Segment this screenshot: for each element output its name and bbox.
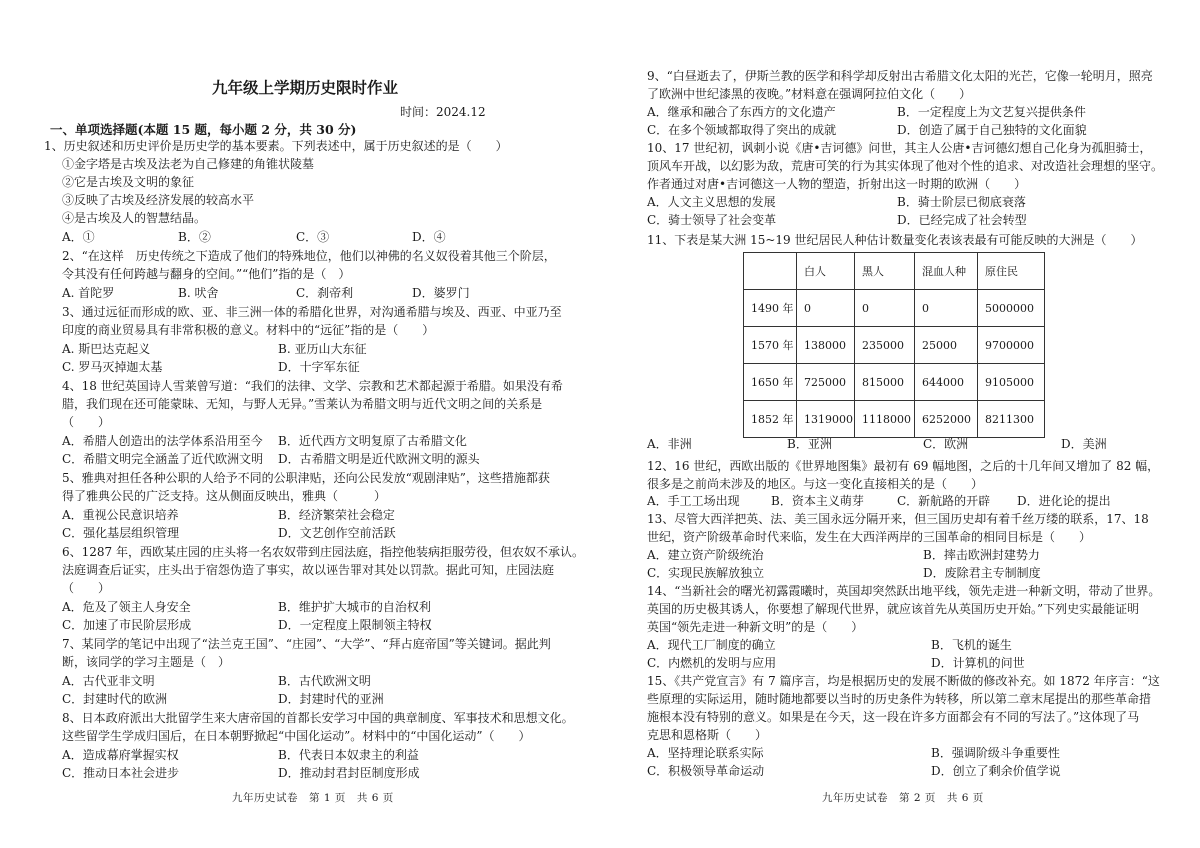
q2-stem-line-2: 令其没有任何跨越与翻身的空间。”“他们”指的是（ ）: [62, 267, 351, 281]
q1-option-c: C．③: [296, 230, 330, 244]
q3-stem-line-1: 3、通过远征而形成的欧、亚、非三洲一体的希腊化世界，对沟通希腊与埃及、西亚、中亚乃至: [62, 305, 562, 319]
table-cell: 6252000: [915, 401, 978, 438]
q15-stem-line-3: 施根本没有特别的意义。如果是在今天，这一段在许多方面都会有不同的写法了。”这体现了马: [647, 710, 1140, 724]
q14-stem-line-1: 14、“当新社会的曙光初露霞曦时，英国却突然跃出地平线，领先走进一种新文明，带动了世界。: [647, 584, 1161, 598]
q7-stem-line-1: 7、某同学的笔记中出现了“法兰克王国”、“庄园”、“大学”、“拜占庭帝国”等关键词。据此判: [62, 637, 551, 651]
table-cell: 9700000: [978, 327, 1045, 364]
q14-option-d: D．计算机的问世: [931, 656, 1025, 670]
exam-title: 九年级上学期历史限时作业: [212, 78, 399, 97]
q9-option-c: C．在多个领域都取得了突出的成就: [647, 123, 837, 137]
q4-option-c: C．希腊文明完全涵盖了近代欧洲文明: [62, 452, 264, 466]
table-header-row: [744, 253, 1045, 290]
q14-stem-line-3: 英国“领先走进一种新文明”的是（ ）: [647, 620, 864, 634]
table-cell: 1118000: [855, 401, 915, 438]
table-header-cell: 原住民: [978, 253, 1045, 290]
q8-option-b: B．代表日本奴隶主的利益: [278, 748, 419, 762]
q2-stem-line-1: 2、“在这样 历史传统之下造成了他们的特殊地位，他们以神佛的名义奴役着其他三个阶层，: [62, 249, 556, 263]
q11-option-c: C．欧洲: [923, 437, 969, 451]
table-cell: 1490 年: [744, 290, 797, 327]
q13-option-c: C．实现民族解放独立: [647, 566, 765, 580]
q1-option-a: A．①: [62, 230, 95, 244]
table-cell: 644000: [915, 364, 978, 401]
q5-option-c: C．强化基层组织管理: [62, 526, 180, 540]
q5-option-a: A．重视公民意识培养: [62, 508, 179, 522]
q12-option-b: B．资本主义萌芽: [771, 494, 864, 508]
table-header-cell: [744, 253, 797, 290]
table-cell: 725000: [797, 364, 855, 401]
table-row: [744, 327, 1045, 364]
q15-option-a: A．坚持理论联系实际: [647, 746, 764, 760]
q3-option-d: D．十字军东征: [278, 360, 360, 374]
table-cell: 5000000: [978, 290, 1045, 327]
q5-stem-line-2: 得了雅典公民的广泛支持。这从侧面反映出，雅典（ ）: [62, 489, 387, 503]
table-cell: 8211300: [978, 401, 1045, 438]
table-header-cell: 黑人: [855, 253, 915, 290]
q10-option-d: D．已经完成了社会转型: [897, 213, 1027, 227]
q10-option-a: A．人文主义思想的发展: [647, 195, 776, 209]
population-table: [743, 252, 1045, 438]
q11-stem: 11、下表是某大洲 15~19 世纪居民人种估计数量变化表该表最有可能反映的大洲是（ ）: [647, 233, 1143, 247]
q3-option-b: B. 亚历山大东征: [278, 342, 367, 356]
page-footer-1: 九年历史试卷 第 1 页 共 6 页: [232, 792, 394, 804]
q9-stem-line-2: 了欧洲中世纪漆黑的夜晚。”材料意在强调阿拉伯文化（ ）: [647, 87, 972, 101]
table-row: [744, 401, 1045, 438]
q2-option-d: D．婆罗门: [412, 286, 470, 300]
q9-stem-line-1: 9、“白昼逝去了，伊斯兰教的医学和科学却反射出古希腊文化太阳的光芒，它像一轮明月，照亮: [647, 69, 1153, 83]
table-row: [744, 364, 1045, 401]
q13-option-b: B．摔击欧洲封建势力: [923, 548, 1040, 562]
table-cell: 138000: [797, 327, 855, 364]
q8-option-d: D．推动封君封臣制度形成: [278, 766, 420, 780]
q6-option-d: D．一定程度上限制领主特权: [278, 618, 432, 632]
q1-option-b: B．②: [178, 230, 211, 244]
q12-option-a: A．手工工场出现: [647, 494, 740, 508]
q6-stem-line-2: 法庭调查后证实，庄头出于宿怨伪造了事实，故以诬告罪对其处以罚款。据此可知，庄园法庭: [62, 563, 555, 577]
q7-option-b: B．古代欧洲文明: [278, 674, 371, 688]
exam-page-2: [600, 0, 1200, 848]
q4-option-b: B．近代西方文明复原了古希腊文化: [278, 434, 467, 448]
q1-statement-1: ①金字塔是古埃及法老为自己修建的角锥状陵墓: [62, 157, 315, 171]
q14-option-c: C．内燃机的发明与应用: [647, 656, 777, 670]
q15-stem-line-2: 些原理的实际运用，随时随地都要以当时的历史条件为转移，所以第二章末尾提出的那些革命措: [647, 692, 1152, 706]
table-cell: 0: [855, 290, 915, 327]
q8-stem-line-2: 这些留学生学成归国后，在日本朝野掀起“中国化运动”。材料中的“中国化运动”（ ）: [62, 729, 531, 743]
q7-option-d: D．封建时代的亚洲: [278, 692, 384, 706]
q5-option-d: D．文艺创作空前活跃: [278, 526, 396, 540]
q14-stem-line-2: 英国的历史极其诱人，你要想了解现代世界，就应该首先从英国历史开始。”下列史实最能证明: [647, 602, 1140, 616]
page-footer-2: 九年历史试卷 第 2 页 共 6 页: [822, 792, 984, 804]
q3-option-c: C. 罗马灭掉迦太基: [62, 360, 163, 374]
q2-option-b: B. 吠舍: [178, 286, 219, 300]
q15-option-c: C．积极领导革命运动: [647, 764, 765, 778]
q10-option-b: B．骑士阶层已彻底衰落: [897, 195, 1026, 209]
q8-option-a: A．造成幕府掌握实权: [62, 748, 179, 762]
q11-option-d: D．美洲: [1061, 437, 1107, 451]
q1-option-d: D．④: [412, 230, 446, 244]
table-cell: 25000: [915, 327, 978, 364]
q4-option-a: A．希腊人创造出的法学体系沿用至今: [62, 434, 263, 448]
table-cell: 1852 年: [744, 401, 797, 438]
q8-option-c: C．推动日本社会进步: [62, 766, 180, 780]
q14-option-b: B．飞机的诞生: [931, 638, 1012, 652]
q9-option-d: D．创造了属于自己独特的文化面貌: [897, 123, 1087, 137]
q10-stem-line-2: 顶风车开战，以幻影为敌，荒唐可笑的行为其实体现了他对个性的追求、对改造社会理想的坚守。: [647, 159, 1164, 173]
q4-stem-line-2: 腊，我们现在还可能蒙昧、无知，与野人无异。”雪莱认为希腊文明与近代文明之间的关系是: [62, 397, 543, 411]
q1-statement-4: ④是古埃及人的智慧结晶。: [62, 211, 207, 225]
q7-stem-line-2: 断，该同学的学习主题是（ ）: [62, 655, 231, 669]
q6-option-a: A．危及了领主人身安全: [62, 600, 191, 614]
q11-option-a: A．非洲: [647, 437, 692, 451]
table-header-cell: 混血人种: [915, 253, 978, 290]
q13-stem-line-1: 13、尽管大西洋把英、法、美三国永远分隔开来，但三国历史却有着千丝万缕的联系，17、18: [647, 512, 1149, 526]
q10-stem-line-1: 10、17 世纪初，讽刺小说《唐•吉诃德》问世，其主人公唐•吉诃德幻想自己化身为孤胆骑士，: [647, 141, 1152, 155]
q7-option-a: A．古代亚非文明: [62, 674, 155, 688]
q6-stem-line-1: 6、1287 年，西欧某庄园的庄头将一名农奴带到庄园法庭，指控他装病拒服劳役，但农奴不承认。: [62, 545, 584, 559]
q15-stem-line-1: 15、《共产党宣言》有 7 篇序言，均是根据历史的发展不断做的修改补充。如 1872 年序言：“这: [647, 674, 1160, 688]
table-cell: 9105000: [978, 364, 1045, 401]
q6-option-c: C．加速了市民阶层形成: [62, 618, 192, 632]
table-cell: 0: [915, 290, 978, 327]
q13-option-d: D．废除君主专制制度: [923, 566, 1041, 580]
q15-option-d: D．创立了剩余价值学说: [931, 764, 1061, 778]
q4-answer-blank: （ ）: [62, 415, 111, 429]
table-cell: 0: [797, 290, 855, 327]
q4-stem-line-1: 4、18 世纪英国诗人雪莱曾写道：“我们的法律、文学、宗教和艺术都起源于希腊。如果没有希: [62, 379, 563, 393]
q15-stem-line-4: 克思和恩格斯（ ）: [647, 728, 768, 742]
q10-option-c: C．骑士领导了社会变革: [647, 213, 777, 227]
q7-option-c: C．封建时代的欧洲: [62, 692, 168, 706]
exam-time: 时间：2024.12: [400, 105, 486, 119]
q9-option-a: A．继承和融合了东西方的文化遗产: [647, 105, 836, 119]
q12-stem-line-2: 很多是之前尚未涉及的地区。与这一变化直接相关的是（ ）: [647, 477, 984, 491]
q2-option-c: C．刹帝利: [296, 286, 354, 300]
q5-stem-line-1: 5、雅典对担任各种公职的人给予不同的公职津贴，还向公民发放“观剧津贴”，这些措施都获: [62, 471, 550, 485]
table-header-cell: 白人: [797, 253, 855, 290]
q12-stem-line-1: 12、16 世纪，西欧出版的《世界地图集》最初有 69 幅地图，之后的十几年间又增加了 82 幅，: [647, 459, 1160, 473]
table-cell: 235000: [855, 327, 915, 364]
q6-option-b: B．维护扩大城市的自治权利: [278, 600, 431, 614]
q15-option-b: B．强调阶级斗争重要性: [931, 746, 1060, 760]
q13-stem-line-2: 世纪，资产阶级革命时代来临，发生在大西洋两岸的三国革命的相同目标是（ ）: [647, 530, 1092, 544]
q13-option-a: A．建立资产阶级统治: [647, 548, 764, 562]
q4-option-d: D．古希腊文明是近代欧洲文明的源头: [278, 452, 480, 466]
section-heading: 一、单项选择题(本题 15 题，每小题 2 分，共 30 分): [50, 122, 357, 137]
q3-option-a: A. 斯巴达克起义: [62, 342, 151, 356]
q11-option-b: B．亚洲: [787, 437, 832, 451]
q3-stem-line-2: 印度的商业贸易具有非常积极的意义。材料中的“远征”指的是（ ）: [62, 323, 435, 337]
q2-option-a: A. 首陀罗: [62, 286, 115, 300]
q10-stem-line-3: 作者通过对唐•吉诃德这一人物的塑造，折射出这一时期的欧洲（ ）: [647, 177, 1027, 191]
q6-answer-blank: （ ）: [62, 581, 111, 595]
table-cell: 1650 年: [744, 364, 797, 401]
q12-option-c: C．新航路的开辟: [897, 494, 991, 508]
q9-option-b: B．一定程度上为文艺复兴提供条件: [897, 105, 1086, 119]
table-row: [744, 290, 1045, 327]
table-cell: 1570 年: [744, 327, 797, 364]
q1-stem: 1、历史叙述和历史评价是历史学的基本要素。下列表述中，属于历史叙述的是（ ）: [44, 139, 508, 153]
q12-option-d: D．进化论的提出: [1017, 494, 1111, 508]
q14-option-a: A．现代工厂制度的确立: [647, 638, 776, 652]
q5-option-b: B．经济繁荣社会稳定: [278, 508, 395, 522]
q8-stem-line-1: 8、日本政府派出大批留学生来大唐帝国的首都长安学习中国的典章制度、军事技术和思想文化。: [62, 711, 574, 725]
table-cell: 1319000: [797, 401, 855, 438]
table-cell: 815000: [855, 364, 915, 401]
q1-statement-2: ②它是古埃及文明的象征: [62, 175, 195, 189]
q1-statement-3: ③反映了古埃及经济发展的较高水平: [62, 193, 255, 207]
